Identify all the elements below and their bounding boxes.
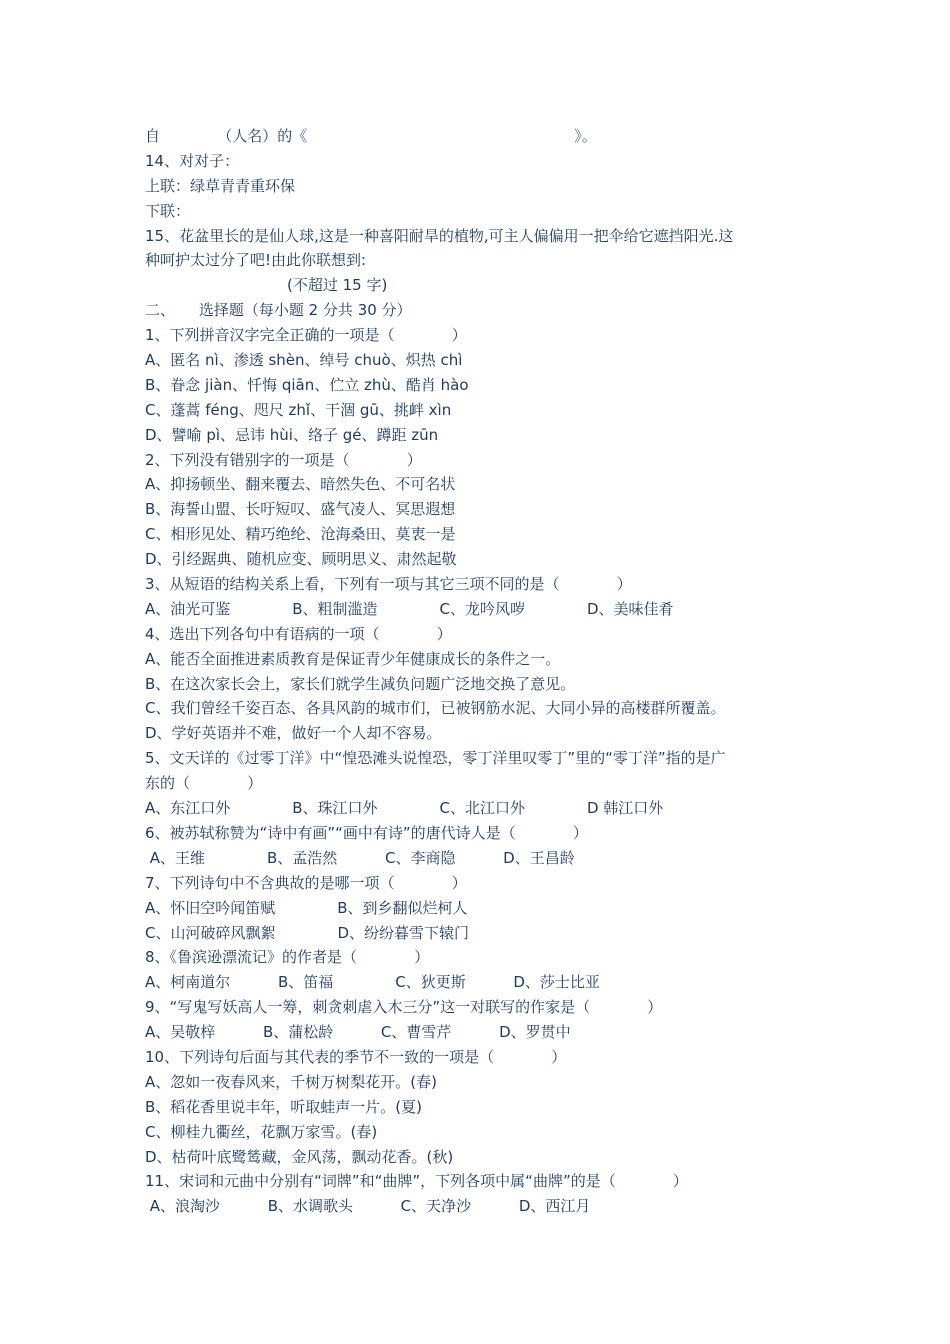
- option-line: A、东江口外 B、珠江口外 C、北江口外 D 韩江口外: [145, 799, 664, 818]
- question-8: 8、《鲁滨逊漂流记》的作者是（ ）: [145, 948, 430, 967]
- question-10: 10、下列诗句后面与其代表的季节不一致的一项是（ ）: [145, 1047, 567, 1066]
- question-5: 5、文天详的《过零丁洋》中“惶恐滩头说惶恐，零丁洋里叹零丁”里的“零丁洋”指的是广: [145, 749, 726, 768]
- option-line: A、柯南道尔 B、笛福 C、狄更斯 D、莎士比亚: [145, 973, 600, 992]
- option-line: C、蓬蒿 féng、咫尺 zhǐ、干涸 gū、挑衅 xìn: [145, 400, 452, 419]
- question-4: 4、选出下列各句中有语病的一项（ ）: [145, 624, 452, 643]
- option-line: A、抑扬顿坐、翻来覆去、暗然失色、不可名状: [145, 475, 456, 494]
- option-line: A、油光可鉴 B、粗制滥造 C、龙吟风哕 D、美味佳肴: [145, 599, 674, 618]
- question-1: 1、下列拼音汉字完全正确的一项是（ ）: [145, 326, 467, 345]
- option-line: A、匿名 nì、渗透 shèn、绰号 chuò、炽热 chì: [145, 351, 463, 370]
- text-line: 种呵护太过分了吧!由此你联想到:: [145, 251, 367, 270]
- option-line: C、山河破碎风飘絮 D、纷纷暮雪下辕门: [145, 923, 470, 942]
- text-line: (不超过 15 字): [287, 276, 388, 295]
- option-line: A、怀旧空吟闻笛赋 B、到乡翻似烂柯人: [145, 898, 468, 917]
- option-line: D、学好英语并不难，做好一个人却不容易。: [145, 724, 442, 743]
- option-line: D、譬喻 pì、忌讳 hùi、络子 gé、蹲距 zūn: [145, 425, 439, 444]
- option-line: B、稻花香里说丰年，听取蛙声一片。(夏): [145, 1097, 422, 1116]
- option-line: A、忽如一夜春风来，千树万树梨花开。(春): [145, 1072, 437, 1091]
- option-line: A、王维 B、孟浩然 C、李商隐 D、王昌龄: [145, 848, 575, 867]
- option-line: B、在这次家长会上，家长们就学生减负问题广泛地交换了意见。: [145, 674, 576, 693]
- option-line: C、相形见处、精巧绝纶、沧海桑田、莫衷一是: [145, 525, 456, 544]
- question-14: 14、对对子：: [145, 151, 240, 170]
- text-line: 自 （人名）的《 》。: [145, 127, 597, 145]
- question-3: 3、从短语的结构关系上看，下列有一项与其它三项不同的是（ ）: [145, 575, 632, 594]
- question-15: 15、花盆里长的是仙人球,这是一种喜阳耐旱的植物,可主人偏偏用一把伞给它遮挡阳光.这: [145, 226, 734, 245]
- option-line: D、枯荷叶底鹭鸶藏，金风荡，飘动花香。(秋): [145, 1147, 454, 1166]
- question-6: 6、被苏轼称赞为“诗中有画”“画中有诗”的唐代诗人是（ ）: [145, 823, 588, 842]
- option-line: C、柳桂九衢丝，花飘万家雪。(春): [145, 1122, 378, 1141]
- option-line: D、引经踞典、随机应变、顾明思义、肃然起敬: [145, 550, 457, 569]
- option-line: B、海誓山盟、长吁短叹、盛气凌人、冥思遐想: [145, 500, 456, 519]
- text-line: 东的（ ）: [145, 774, 263, 793]
- question-7: 7、下列诗句中不含典故的是哪一项（ ）: [145, 873, 467, 892]
- text-line: 下联：: [145, 201, 191, 220]
- option-line: A、吴敬梓 B、蒲松龄 C、曹雪芹 D、罗贯中: [145, 1023, 571, 1042]
- document-page: [145, 124, 815, 1219]
- option-line: B、眷念 jiàn、忏悔 qiān、伫立 zhù、酷肖 hào: [145, 375, 469, 394]
- text-line: 上联：绿草青青重环保: [145, 176, 296, 195]
- section-heading: 二、 选择题（每小题 2 分共 30 分）: [145, 301, 412, 320]
- question-9: 9、“写鬼写妖高人一筹，刺贪刺虐入木三分”这一对联写的作家是（ ）: [145, 998, 663, 1017]
- question-11: 11、宋词和元曲中分别有“词牌”和“曲牌”，下列各项中属“曲牌”的是（ ）: [145, 1172, 688, 1191]
- option-line: A、浪淘沙 B、水调歌头 C、天净沙 D、西江月: [145, 1197, 591, 1216]
- option-line: A、能否全面推进素质教育是保证青少年健康成长的条件之一。: [145, 649, 561, 668]
- option-line: C、我们曾经千姿百态、各具风韵的城市们，已被钢筋水泥、大同小异的高楼群所覆盖。: [145, 699, 726, 718]
- question-2: 2、下列没有错别字的一项是（ ）: [145, 450, 422, 469]
